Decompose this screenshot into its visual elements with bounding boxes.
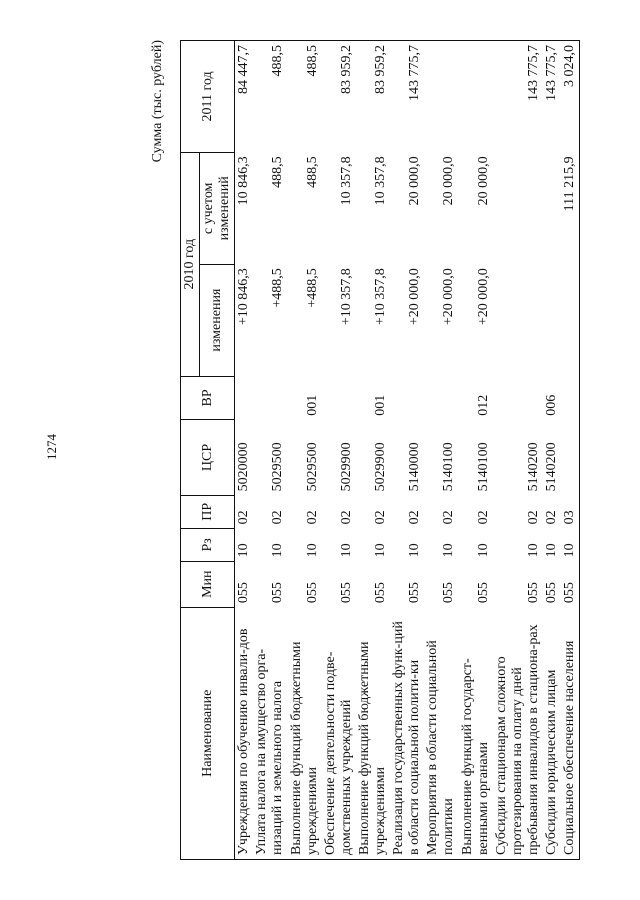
row-pr: 02 xyxy=(441,510,457,525)
row-changes: +488,5 xyxy=(304,268,320,308)
row-rz: 10 xyxy=(270,543,286,558)
row-vr xyxy=(493,376,543,420)
row-min: 055 xyxy=(407,582,423,604)
row-vr: 001 xyxy=(304,394,320,416)
row-pr: 02 xyxy=(304,510,320,525)
row-name: Уплата налога на имущество орга-низаций и земельного налога xyxy=(253,607,287,859)
row-name: Субсидии стационарам сложного протезирования на оплату дней пребывания инвалидов в стациона-рах xyxy=(493,607,543,859)
row-with-changes: 20 000,0 xyxy=(475,156,491,206)
row-changes xyxy=(561,264,580,376)
row-csr: 5140200 xyxy=(525,442,541,492)
row-csr: 5140100 xyxy=(441,442,457,492)
table-row xyxy=(253,41,287,860)
row-vr xyxy=(561,376,580,420)
header-2010: 2010 год xyxy=(181,152,200,376)
row-pr: 02 xyxy=(525,510,541,525)
row-min: 055 xyxy=(441,582,457,604)
table-row xyxy=(390,41,424,860)
row-pr: 02 xyxy=(270,510,286,525)
header-name: Наименование xyxy=(181,607,235,859)
row-with-changes: 20 000,0 xyxy=(441,156,457,206)
header-pr: ПР xyxy=(181,495,235,528)
table-row xyxy=(493,41,543,860)
row-changes: +20 000,0 xyxy=(441,268,457,326)
header-min: Мин xyxy=(181,561,235,607)
header-rz: Рз xyxy=(181,528,235,561)
row-with-changes: 10 357,8 xyxy=(338,156,354,206)
row-changes xyxy=(493,264,543,376)
row-2011: 488,5 xyxy=(253,41,287,153)
header-2011: 2011 год xyxy=(181,41,235,153)
row-changes: +10 846,3 xyxy=(236,268,252,326)
row-min: 055 xyxy=(475,582,491,604)
row-min: 055 xyxy=(525,582,541,604)
row-name: Обеспечение деятельности подве-домственных учреждений xyxy=(322,607,356,859)
row-rz: 10 xyxy=(407,543,423,558)
row-pr: 03 xyxy=(561,495,580,528)
table-row xyxy=(322,41,356,860)
row-pr: 02 xyxy=(543,510,559,525)
row-vr xyxy=(253,376,287,420)
row-csr: 5029900 xyxy=(373,442,389,492)
row-2011: 143 775,7 xyxy=(493,41,543,153)
row-2011: 488,5 xyxy=(288,41,322,153)
row-name: Реализация государственных функ-ций в области социальной полити-ки xyxy=(390,607,424,859)
table-row xyxy=(288,41,322,860)
table-row xyxy=(459,41,493,860)
row-rz: 10 xyxy=(525,543,541,558)
row-name: Учреждения по обучению инвали-дов xyxy=(235,607,254,859)
row-rz: 10 xyxy=(373,543,389,558)
budget-table xyxy=(180,40,580,860)
row-vr xyxy=(322,376,356,420)
row-vr: 012 xyxy=(475,394,491,416)
row-changes xyxy=(543,264,561,376)
row-with-changes xyxy=(493,152,543,264)
row-name: Выполнение функций бюджетными учреждениями xyxy=(356,607,390,859)
row-changes: +10 357,8 xyxy=(338,268,354,326)
row-2011: 83 959,2 xyxy=(356,41,390,153)
row-pr: 02 xyxy=(475,510,491,525)
row-min: 055 xyxy=(373,582,389,604)
row-min: 055 xyxy=(270,582,286,604)
row-pr: 02 xyxy=(373,510,389,525)
row-csr: 5029500 xyxy=(304,442,320,492)
table-row xyxy=(424,41,458,860)
row-2011: 143 775,7 xyxy=(390,41,424,153)
header-vr: ВР xyxy=(181,376,235,420)
header-changes: изменения xyxy=(200,264,235,376)
row-name: Мероприятия в области социальной политики xyxy=(424,607,458,859)
row-pr: 02 xyxy=(338,510,354,525)
row-csr: 5140200 xyxy=(543,442,559,492)
row-rz: 10 xyxy=(236,543,252,558)
page-number: 1274 xyxy=(44,434,59,460)
row-2011: 143 775,7 xyxy=(543,41,561,153)
row-vr xyxy=(235,376,254,420)
row-with-changes: 488,5 xyxy=(270,156,286,188)
row-changes: +488,5 xyxy=(270,268,286,308)
row-vr: 001 xyxy=(373,394,389,416)
row-with-changes: 20 000,0 xyxy=(407,156,423,206)
row-vr: 006 xyxy=(543,394,559,416)
table-row xyxy=(235,41,254,860)
row-2011: 84 447,7 xyxy=(235,41,254,153)
row-csr xyxy=(561,420,580,496)
row-csr: 5029900 xyxy=(338,442,354,492)
row-min: 055 xyxy=(338,582,354,604)
row-rz: 10 xyxy=(338,543,354,558)
row-name: Социальное обеспечение населения xyxy=(561,607,580,859)
row-2011: 3 024,0 xyxy=(561,41,580,153)
row-rz: 10 xyxy=(543,543,559,558)
row-rz: 10 xyxy=(475,543,491,558)
row-min: 055 xyxy=(236,582,252,604)
row-pr: 02 xyxy=(407,510,423,525)
table-row xyxy=(561,41,580,860)
row-pr: 02 xyxy=(236,510,252,525)
row-2011 xyxy=(424,41,458,153)
row-with-changes: 10 846,3 xyxy=(236,156,252,206)
row-csr: 5140000 xyxy=(407,442,423,492)
row-changes: +20 000,0 xyxy=(475,268,491,326)
row-changes: +10 357,8 xyxy=(373,268,389,326)
row-min: 055 xyxy=(543,582,559,604)
rotated-document xyxy=(150,40,630,860)
row-with-changes: 10 357,8 xyxy=(373,156,389,206)
row-name: Выполнение функций государст-венными органами xyxy=(459,607,493,859)
row-vr xyxy=(424,376,458,420)
row-name: Субсидии юридическим лицам xyxy=(543,607,561,859)
header-with-changes: с учетом изменений xyxy=(200,152,235,264)
row-vr xyxy=(390,376,424,420)
row-csr: 5140100 xyxy=(475,442,491,492)
row-rz: 10 xyxy=(561,528,580,561)
row-csr: 5020000 xyxy=(236,442,252,492)
row-with-changes: 488,5 xyxy=(304,156,320,188)
row-2011: 83 959,2 xyxy=(322,41,356,153)
table-row xyxy=(356,41,390,860)
row-with-changes: 111 215,9 xyxy=(561,152,580,264)
row-changes: +20 000,0 xyxy=(407,268,423,326)
row-rz: 10 xyxy=(441,543,457,558)
row-csr: 5029500 xyxy=(270,442,286,492)
unit-note: Сумма (тыс. рублей) xyxy=(150,40,165,163)
row-with-changes xyxy=(543,152,561,264)
row-rz: 10 xyxy=(304,543,320,558)
row-min: 055 xyxy=(304,582,320,604)
table-row xyxy=(543,41,561,860)
row-2011 xyxy=(459,41,493,153)
header-csr: ЦСР xyxy=(181,420,235,496)
row-min: 055 xyxy=(561,561,580,607)
row-name: Выполнение функций бюджетными учреждениями xyxy=(288,607,322,859)
